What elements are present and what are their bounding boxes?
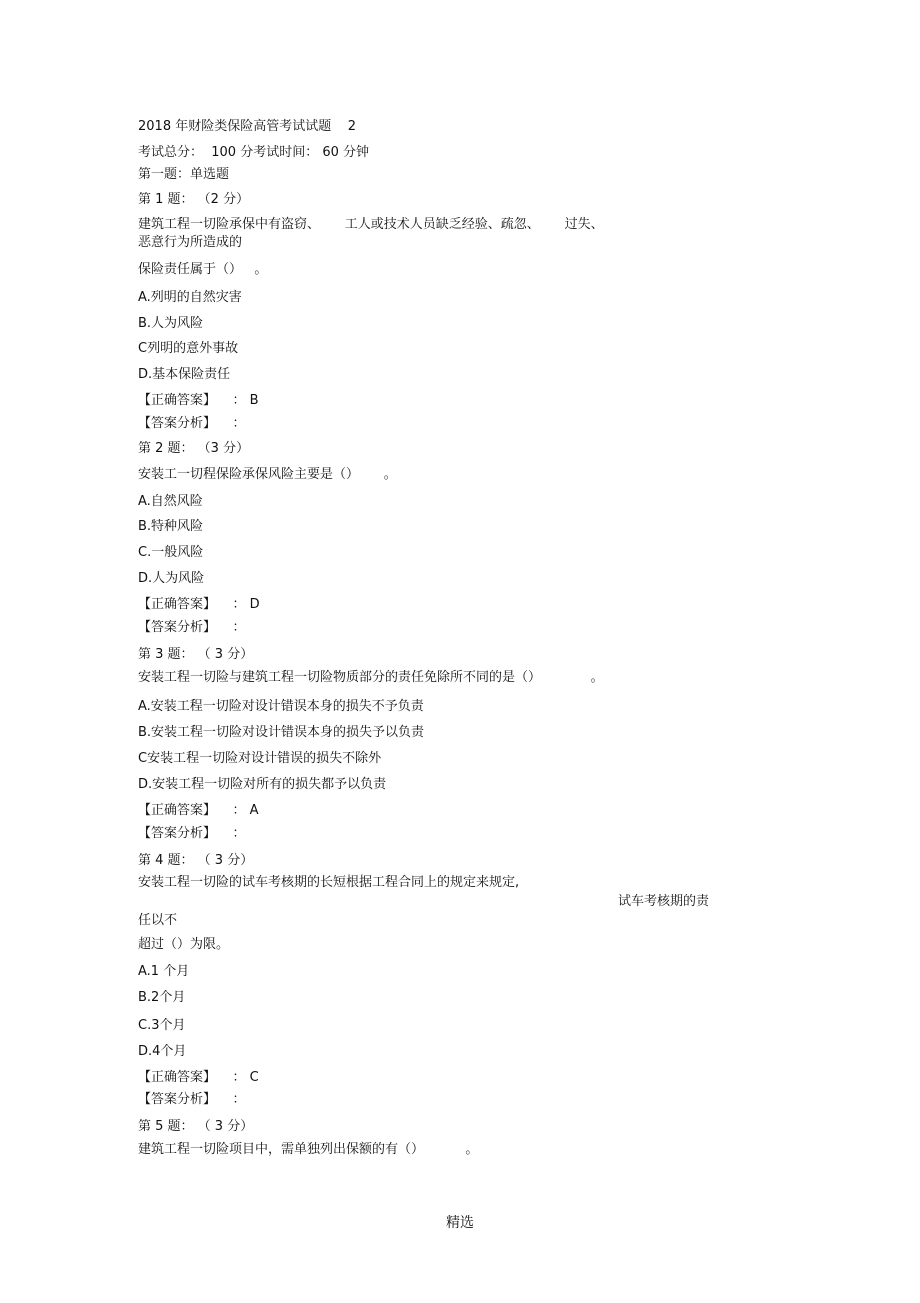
question-2-analysis: 【答案分析】 ： [138, 620, 246, 635]
question-1-option-d: D.基本保险责任 [138, 367, 231, 382]
question-3-stem-line-1: 安装工程一切险与建筑工程一切险物质部分的责任免除所不同的是（） 。 [138, 670, 604, 685]
question-2-stem-line-1: 安装工一切程保险承保风险主要是（） 。 [138, 467, 397, 482]
question-4-answer: 【正确答案】 ： C [138, 1070, 259, 1085]
question-4-option-c: C.3个月 [138, 1018, 186, 1033]
question-2-option-c: C.一般风险 [138, 545, 204, 560]
question-1-option-b: B.人为风险 [138, 316, 204, 331]
question-3-option-c: C安装工程一切险对设计错误的损失不除外 [138, 751, 382, 766]
question-1-stem-line-1: 建筑工程一切险承保中有盗窃、 工人或技术人员缺乏经验、疏忽、 过失、 [138, 217, 604, 232]
question-2-option-d: D.人为风险 [138, 571, 205, 586]
question-4-stem-line-3: 任以不 [138, 913, 178, 928]
question-2-header: 第 2 题： （3 分） [138, 441, 250, 456]
question-3-option-b: B.安装工程一切险对设计错误本身的损失予以负责 [138, 725, 425, 740]
question-4-stem-line-4: 超过（）为限。 [138, 937, 230, 952]
question-1-analysis: 【答案分析】 ： [138, 416, 246, 431]
question-4-option-a: A.1 个月 [138, 964, 190, 979]
question-2-option-b: B.特种风险 [138, 519, 204, 534]
question-1-header: 第 1 题： （2 分） [138, 192, 250, 207]
question-1-answer: 【正确答案】 ： B [138, 393, 259, 408]
question-2-option-a: A.自然风险 [138, 494, 203, 509]
question-3-answer: 【正确答案】 ： A [138, 803, 259, 818]
question-3-option-d: D.安装工程一切险对所有的损失都予以负责 [138, 777, 387, 792]
section-heading: 第一题：单选题 [138, 167, 230, 182]
question-3-header: 第 3 题： （ 3 分） [138, 647, 254, 662]
question-4-stem-line-2: 试车考核期的责 [618, 894, 710, 909]
question-3-option-a: A.安装工程一切险对设计错误本身的损失不予负责 [138, 699, 424, 714]
document-title: 2018 年财险类保险高管考试试题 2 [138, 119, 357, 134]
question-4-stem-line-1: 安装工程一切险的试车考核期的长短根据工程合同上的规定来规定, [138, 875, 520, 890]
question-3-analysis: 【答案分析】 ： [138, 826, 246, 841]
question-4-analysis: 【答案分析】 ： [138, 1092, 246, 1107]
question-1-stem-line-2: 恶意行为所造成的 [138, 235, 243, 250]
question-1-option-c: C列明的意外事故 [138, 341, 239, 356]
exam-info: 考试总分： 100 分考试时间： 60 分钟 [138, 145, 370, 160]
question-4-option-b: B.2个月 [138, 990, 186, 1005]
page-footer: 精选 [446, 1215, 474, 1231]
question-4-option-d: D.4个月 [138, 1044, 187, 1059]
question-5-header: 第 5 题： （ 3 分） [138, 1119, 254, 1134]
question-1-option-a: A.列明的自然灾害 [138, 290, 242, 305]
question-2-answer: 【正确答案】 ： D [138, 597, 260, 612]
question-5-stem-line-1: 建筑工程一切险项目中，需单独列出保额的有（） 。 [138, 1142, 479, 1157]
question-4-header: 第 4 题： （ 3 分） [138, 853, 254, 868]
question-1-stem-line-3: 保险责任属于（） 。 [138, 262, 268, 277]
